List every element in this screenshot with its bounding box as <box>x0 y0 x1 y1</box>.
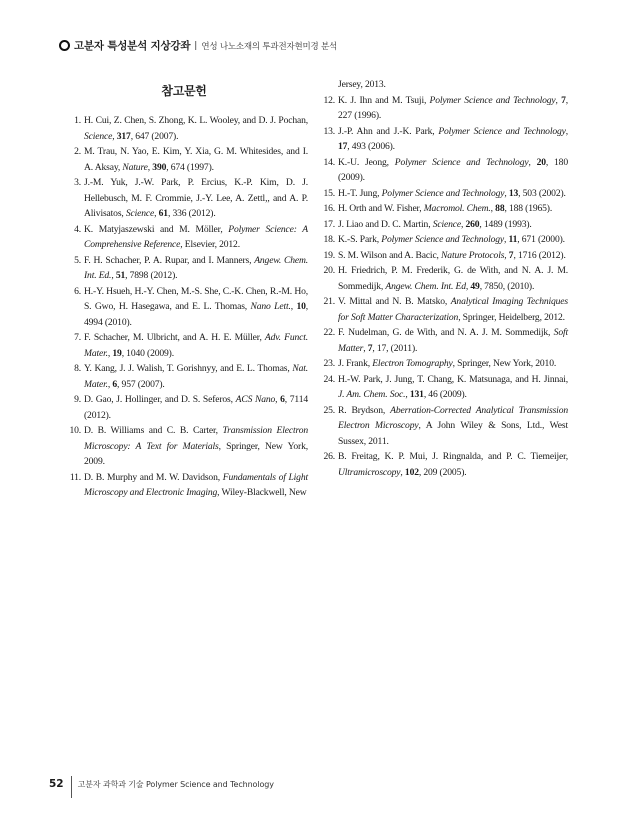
reference-item <box>60 144 308 175</box>
running-header <box>59 38 337 53</box>
reference-text: , <box>490 203 496 214</box>
reference-volume: 102 <box>404 466 419 478</box>
reference-text: B. Freitag, K. P. Mui, J. Ringnalda, and P. C. Tiemeijer, <box>338 451 568 462</box>
reference-text: , <box>112 130 117 142</box>
reference-source: Nature Protocols <box>441 249 505 261</box>
reference-volume: 7 <box>561 94 566 106</box>
reference-text: , <box>528 156 537 168</box>
reference-text: J.-P. Ahn and J.-K. Park, <box>338 125 439 137</box>
reference-text: , <box>111 270 116 281</box>
reference-number: 23. <box>323 358 335 369</box>
reference-volume: 49 <box>470 280 480 292</box>
reference-source: Nano Lett. <box>250 301 291 312</box>
reference-volume: 7 <box>367 342 373 354</box>
reference-source: Soft Matter <box>338 327 568 354</box>
reference-number: 12. <box>323 94 335 106</box>
reference-text: R. Brydson, <box>338 404 391 416</box>
reference-item <box>314 155 568 186</box>
reference-volume: 390 <box>152 161 167 173</box>
reference-number: 9. <box>74 394 81 405</box>
reference-text: , 227 (1996). <box>338 94 568 121</box>
references-right-column <box>314 77 568 480</box>
reference-item <box>314 325 568 356</box>
reference-text: , <box>290 301 297 312</box>
reference-text: , <box>555 94 562 106</box>
reference-text: S. M. Wilson and A. Bacic, <box>338 249 442 261</box>
reference-text: , 493 (2006). <box>347 141 395 152</box>
reference-text: , <box>405 389 410 400</box>
reference-item <box>60 284 308 331</box>
reference-text: , <box>275 394 281 405</box>
reference-item <box>314 449 568 480</box>
reference-number: 3. <box>74 177 81 188</box>
reference-volume: 51 <box>115 270 126 281</box>
reference-text: , <box>460 218 466 230</box>
references-left-column <box>60 113 308 501</box>
reference-item <box>314 232 568 248</box>
reference-volume: 317 <box>116 130 131 142</box>
reference-number: 15. <box>323 187 335 199</box>
reference-number: 1. <box>74 115 81 126</box>
reference-item <box>60 423 308 470</box>
circle-bullet-icon <box>59 40 70 51</box>
reference-source: Macromol. Chem. <box>423 203 491 214</box>
reference-item <box>60 253 308 284</box>
reference-number: 7. <box>74 332 81 343</box>
reference-item <box>60 330 308 361</box>
reference-text: H. Friedrich, P. M. Frederik, G. de With, and N. A. J. M. Sommedijk, <box>338 265 568 292</box>
article-subtitle: 연성 나노소재의 투과전자현미경 분석 <box>201 41 338 52</box>
reference-text: , <box>147 161 153 173</box>
reference-number: 14. <box>323 156 335 168</box>
reference-text: H. Cui, Z. Chen, S. Zhong, K. L. Wooley, and D. J. Pochan, <box>84 115 308 126</box>
reference-volume: 19 <box>112 347 122 359</box>
reference-volume: 88 <box>495 203 505 214</box>
reference-number: 16. <box>323 203 335 214</box>
reference-item <box>60 222 308 253</box>
reference-text: , Wiley-Blackwell, New <box>217 487 307 498</box>
reference-source: Fundamentals of Light Microscopy and Electronic Imaging <box>84 471 308 498</box>
reference-text: , 180 (2009). <box>338 156 568 183</box>
reference-text: , <box>154 208 159 219</box>
reference-volume: 61 <box>158 208 168 219</box>
reference-item <box>314 217 568 233</box>
reference-text: , <box>504 187 509 199</box>
reference-text: , <box>504 234 509 245</box>
reference-text: , 671 (2000). <box>517 234 565 245</box>
reference-continuation: Jersey, 2013. <box>338 79 386 90</box>
reference-source: Angew. Chem. Int. Ed <box>385 280 466 292</box>
reference-number: 21. <box>323 296 335 307</box>
page-number: 52 <box>49 778 64 790</box>
reference-source: Aberration-Corrected Analytical Transmission Electron Microscopy <box>338 404 568 431</box>
reference-text: , 188 (1965). <box>504 203 553 214</box>
reference-text: , 4994 (2010). <box>84 301 308 328</box>
reference-text: H.-W. Park, J. Jung, T. Chang, K. Matsunaga, and H. Jinnai, <box>338 373 568 385</box>
reference-text: , 17, (2011). <box>372 342 418 354</box>
reference-volume: 10 <box>296 301 306 312</box>
reference-text: F. Schacher, M. Ulbricht, and A. H. E. Müller, <box>84 332 265 343</box>
reference-source: Polymer Science and Technology <box>394 156 529 168</box>
reference-text: , Elsevier, 2012. <box>180 239 240 250</box>
reference-text: J. Liao and D. C. Martin, <box>338 218 433 230</box>
reference-source: Ultramicroscopy <box>338 466 401 478</box>
reference-text: D. B. Williams and C. B. Carter, <box>84 425 223 436</box>
page-footer <box>49 776 274 798</box>
reference-item <box>314 186 568 202</box>
reference-text: , Springer, New York, 2009. <box>84 440 308 467</box>
reference-source: Adv. Funct. Mater. <box>84 332 308 359</box>
reference-text: , <box>504 249 509 261</box>
reference-text: , Springer, New York, 2010. <box>452 358 557 369</box>
reference-source: Science <box>84 130 113 142</box>
reference-text: H. Orth and W. Fisher, <box>338 203 424 214</box>
reference-source: Angew. Chem. Int. Ed. <box>84 254 308 281</box>
reference-item <box>60 392 308 423</box>
reference-text: , 336 (2012). <box>167 208 216 219</box>
reference-text: , <box>400 466 405 478</box>
reference-text: D. B. Murphy and M. W. Davidson, <box>84 471 223 483</box>
reference-text: K. Matyjaszewski and M. Möller, <box>84 223 229 235</box>
reference-source: Polymer Science and Technology <box>438 125 566 137</box>
reference-source: Polymer Science and Technology <box>429 94 556 106</box>
reference-text: , 1489 (1993). <box>479 218 532 230</box>
reference-number: 2. <box>74 146 81 157</box>
reference-number: 22. <box>323 327 335 338</box>
reference-volume: 13 <box>508 187 519 199</box>
reference-number: 10. <box>69 425 81 436</box>
reference-item <box>314 294 568 325</box>
reference-volume: 6 <box>112 378 118 390</box>
reference-text: , <box>107 378 113 390</box>
reference-source: Nat. Mater. <box>84 363 308 390</box>
reference-number: 20. <box>323 265 335 276</box>
reference-item <box>60 113 308 144</box>
reference-item <box>60 470 308 501</box>
footer-divider <box>71 776 72 798</box>
reference-text: , 647 (2007). <box>130 130 179 142</box>
reference-item <box>314 356 568 372</box>
reference-text: K. J. Ihn and M. Tsuji, <box>338 94 430 106</box>
reference-text: , A John Wiley & Sons, Ltd., West Sussex, 2011. <box>338 420 568 447</box>
reference-item <box>314 263 568 294</box>
reference-number: 26. <box>323 451 335 462</box>
reference-text: K.-U. Jeong, <box>338 156 395 168</box>
reference-text: , 7850, (2010). <box>479 280 535 292</box>
reference-text: , <box>107 347 113 359</box>
reference-number: 11. <box>69 471 81 483</box>
reference-text: F. Nudelman, G. de With, and N. A. J. M. Sommedijk, <box>338 327 554 338</box>
reference-source: Analytical Imaging Techniques for Soft Matter Characterization <box>338 296 568 323</box>
reference-text: , 7898 (2012). <box>125 270 178 281</box>
reference-source: Polymer Science: A Comprehensive Reference <box>84 223 308 250</box>
reference-text: , <box>565 125 568 137</box>
reference-source: Science <box>125 208 155 219</box>
reference-text: D. Gao, J. Hollinger, and D. S. Seferos, <box>84 394 236 405</box>
reference-source: Polymer Science and Technology <box>381 187 505 199</box>
reference-volume: 7 <box>508 249 514 261</box>
reference-item <box>314 201 568 217</box>
reference-text: Y. Kang, J. J. Walish, T. Gorishnyy, and E. L. Thomas, <box>84 363 293 374</box>
reference-text: H.-Y. Hsueh, H.-Y. Chen, M.-S. She, C.-K. Chen, R.-M. Ho, S. Gwo, H. Hasegawa, and E. L. Thomas, <box>84 285 308 312</box>
header-separator: | <box>194 40 198 51</box>
reference-text: , 1040 (2009). <box>121 347 174 359</box>
reference-item <box>314 93 568 124</box>
reference-item <box>314 372 568 403</box>
reference-text: K.-S. Park, <box>338 234 382 245</box>
reference-source: Electron Tomography <box>372 358 453 369</box>
section-title: 고분자 특성분석 지상강좌 <box>74 40 191 52</box>
reference-number: 19. <box>323 249 335 261</box>
reference-number: 8. <box>74 363 81 374</box>
reference-text: , Springer, Heidelberg, 2012. <box>458 311 565 323</box>
reference-volume: 6 <box>280 394 285 405</box>
reference-text: V. Mittal and N. B. Matsko, <box>338 296 451 307</box>
reference-source: J. Am. Chem. Soc. <box>338 389 406 400</box>
reference-number: 6. <box>74 285 81 297</box>
reference-item <box>60 175 308 222</box>
reference-number: 13. <box>323 125 335 137</box>
reference-text: , 957 (2007). <box>117 378 165 390</box>
reference-text: , <box>363 342 368 354</box>
reference-number: 18. <box>323 234 335 245</box>
reference-text: J.-M. Yuk, J.-W. Park, P. Ercius, K.-P. Kim, D. J. Hellebusch, M. F. Crommie, J.-Y. Lee, A. Zettl,, and A. P. Alivisatos, <box>84 177 308 219</box>
reference-volume: 11 <box>508 234 518 245</box>
reference-text: J. Frank, <box>338 358 373 369</box>
reference-text: , 46 (2009). <box>423 389 467 400</box>
reference-volume: 17 <box>338 141 348 152</box>
journal-title: 고분자 과학과 기술 Polymer Science and Technology <box>77 780 274 789</box>
reference-number: 25. <box>323 404 335 416</box>
reference-source: Nature <box>122 161 148 173</box>
reference-item <box>314 403 568 450</box>
reference-text: , 209 (2005). <box>418 466 467 478</box>
reference-text: M. Trau, N. Yao, E. Kim, Y. Xia, G. M. Whitesides, and I. A. Aksay, <box>84 146 308 173</box>
reference-volume: 131 <box>409 389 424 400</box>
reference-source: Science <box>432 218 461 230</box>
reference-source: Polymer Science and Technology <box>381 234 505 245</box>
reference-number: 5. <box>74 254 81 266</box>
reference-number: 17. <box>323 218 335 230</box>
reference-volume: 20 <box>536 156 546 168</box>
reference-text: H.-T. Jung, <box>338 187 382 199</box>
reference-number: 24. <box>323 373 335 385</box>
reference-item <box>314 248 568 264</box>
reference-number: 4. <box>74 223 81 235</box>
references-heading: 참고문헌 <box>161 84 207 98</box>
reference-text: , 674 (1997). <box>166 161 214 173</box>
reference-text: , 7114 (2012). <box>84 394 308 421</box>
reference-text: , <box>465 280 471 292</box>
reference-text: F. H. Schacher, P. A. Rupar, and I. Manners, <box>84 254 255 266</box>
reference-source: Transmission Electron Microscopy: A Text for Materials <box>84 425 308 452</box>
reference-volume: 260 <box>465 218 480 230</box>
reference-source: ACS Nano <box>235 394 276 405</box>
reference-item <box>314 124 568 155</box>
reference-item <box>60 361 308 392</box>
reference-text: , 1716 (2012). <box>513 249 566 261</box>
reference-text: , 503 (2002). <box>518 187 566 199</box>
